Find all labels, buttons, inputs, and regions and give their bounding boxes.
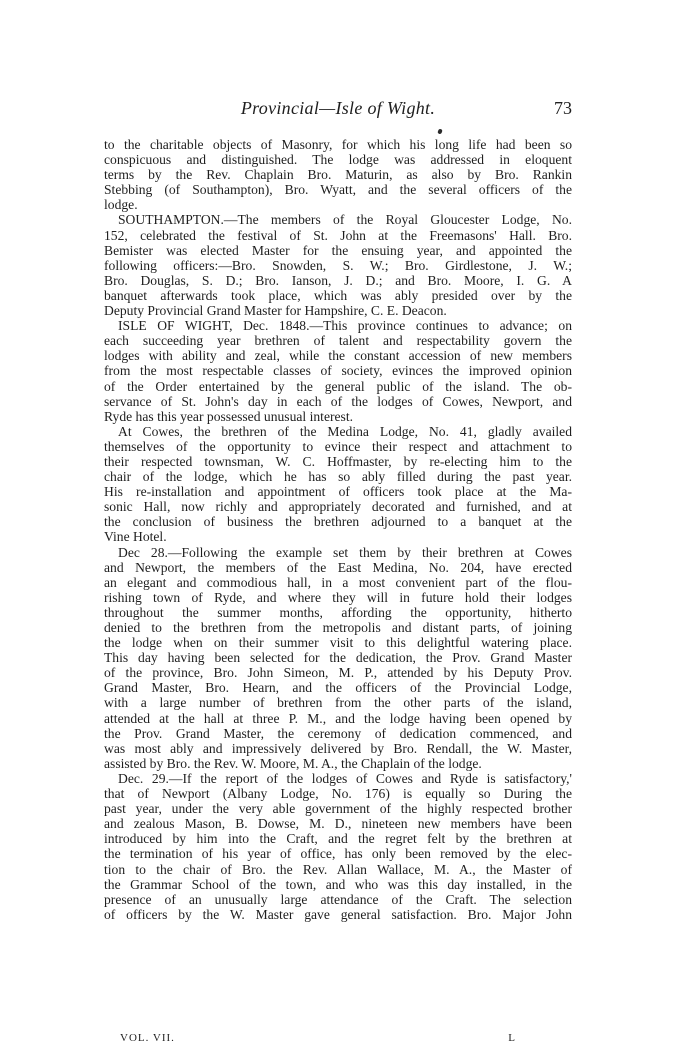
text-line: 152, celebrated the festival of St. John at the Freemasons' Hall. Bro. — [104, 227, 572, 243]
text-line: of officers by the W. Master gave general satisfaction. Bro. Major John — [104, 906, 572, 922]
text-line: the Grammar School of the town, and who was this day installed, in the — [104, 876, 572, 892]
text-line: rishing town of Ryde, and where they will in future hold their lodges — [104, 589, 572, 605]
text-line: themselves of the opportunity to evince their respect and attachment to — [104, 438, 572, 454]
text-line: chair of the lodge, which he has so ably filled during the past year. — [104, 469, 572, 485]
text-line: their respected townsman, W. C. Hoffmaster, by re-electing him to the — [104, 453, 572, 469]
text-line: throughout the summer months, affording the opportunity, hitherto — [104, 604, 572, 620]
text-line: of the province, Bro. John Simeon, M. P., attended by his Deputy Prov. — [104, 665, 572, 681]
text-line: the termination of his year of office, has only been removed by the elec- — [104, 846, 572, 862]
text-line: the Prov. Grand Master, the ceremony of dedication commenced, and — [104, 725, 572, 741]
signature-mark: L — [508, 1032, 516, 1044]
text-line: SOUTHAMPTON.—The members of the Royal Gloucester Lodge, No. — [118, 212, 572, 228]
text-line: banquet afterwards took place, which was ably presided over by the — [104, 287, 572, 303]
text-line: to the charitable objects of Masonry, for which his long life had been so — [104, 137, 572, 152]
text-line: that of Newport (Albany Lodge, No. 176) is equally so During the — [104, 786, 572, 802]
text-line: and Newport, the members of the East Medina, No. 204, have erected — [104, 559, 572, 575]
page-number: 73 — [554, 98, 572, 118]
text-line: conspicuous and distinguished. The lodge was addressed in eloquent — [104, 152, 572, 168]
text-line: from the most respectable classes of society, evinces the improved opinion — [104, 363, 572, 379]
text-line: Bemister was elected Master for the ensuing year, and appointed the — [104, 242, 572, 258]
text-line: denied to the brethren from the metropolis and distant parts, of joining — [104, 620, 572, 635]
text-line: Vine Hotel. — [104, 529, 167, 545]
text-line: and zealous Mason, B. Dowse, M. D., nineteen new members have been — [104, 816, 572, 832]
text-line: was most ably and impressively delivered by Bro. Rendall, the W. Master, — [104, 740, 572, 756]
text-line: following officers:—Bro. Snowden, S. W.; Bro. Girdlestone, J. W.; — [104, 257, 572, 273]
text-line: Dec 28.—Following the example set them by their brethren at Cowes — [118, 544, 572, 560]
text-line: an elegant and commodious hall, in a most convenient part of the flou- — [104, 574, 572, 590]
text-line: attended at the hall at three P. M., and the lodge having been opened by — [104, 710, 572, 726]
text-line: sonic Hall, now richly and appropriately decorated and furnished, and at — [104, 499, 572, 515]
text-line: each succeeding year brethren of talent and respectability govern the — [104, 333, 572, 349]
text-line: This day having been selected for the dedication, the Prov. Grand Master — [104, 650, 572, 666]
text-line: assisted by Bro. the Rev. W. Moore, M. A., the Chaplain of the lodge. — [104, 755, 482, 771]
text-line: tion to the chair of Bro. the Rev. Allan Wallace, M. A., the Master of — [104, 861, 572, 877]
running-head — [104, 98, 572, 124]
text-line: terms by the Rev. Chaplain Bro. Maturin, as also by Bro. Rankin — [104, 167, 572, 183]
text-line: past year, under the very able government of the highly respected brother — [104, 801, 572, 817]
text-line: At Cowes, the brethren of the Medina Lodge, No. 41, gladly availed — [118, 423, 572, 439]
text-line: lodges with ability and zeal, while the constant accession of new members — [104, 348, 572, 364]
ink-speck — [437, 128, 442, 134]
text-line: Deputy Provincial Grand Master for Hampshire, C. E. Deacon. — [104, 303, 447, 319]
text-line: ISLE OF WIGHT, Dec. 1848.—This province continues to advance; on — [118, 318, 572, 334]
text-line: Bro. Douglas, S. D.; Bro. Ianson, J. D.; and Bro. Moore, I. G. A — [104, 272, 572, 288]
running-title: Provincial—Isle of Wight. — [240, 98, 436, 118]
text-line: servance of St. John's day in each of the lodges of Cowes, Newport, and — [104, 393, 572, 409]
text-line: His re-installation and appointment of officers took place at the Ma- — [104, 484, 572, 500]
text-line: Stebbing (of Southampton), Bro. Wyatt, and the several officers of the — [104, 182, 572, 198]
text-line: of the Order entertained by the general public of the island. The ob- — [104, 378, 572, 394]
volume-mark: VOL. VII. — [120, 1032, 175, 1044]
text-line: the lodge when on their summer visit to this delightful watering place. — [104, 635, 572, 651]
body-text — [104, 137, 572, 922]
text-line: Ryde has this year possessed unusual interest. — [104, 408, 354, 424]
text-line: introduced by him into the Craft, and the regret felt by the brethren at — [104, 831, 572, 847]
text-line: Grand Master, Bro. Hearn, and the officers of the Provincial Lodge, — [104, 680, 572, 696]
text-line: with a large number of brethren from the other parts of the island, — [104, 695, 572, 711]
text-line: presence of an unusually large attendance of the Craft. The selection — [104, 891, 572, 907]
page-footer — [120, 1032, 516, 1044]
text-line: lodge. — [104, 197, 138, 213]
text-line: Dec. 29.—If the report of the lodges of Cowes and Ryde is satisfactory,' — [118, 770, 572, 786]
text-line: the conclusion of business the brethren adjourned to a banquet at the — [104, 514, 572, 530]
